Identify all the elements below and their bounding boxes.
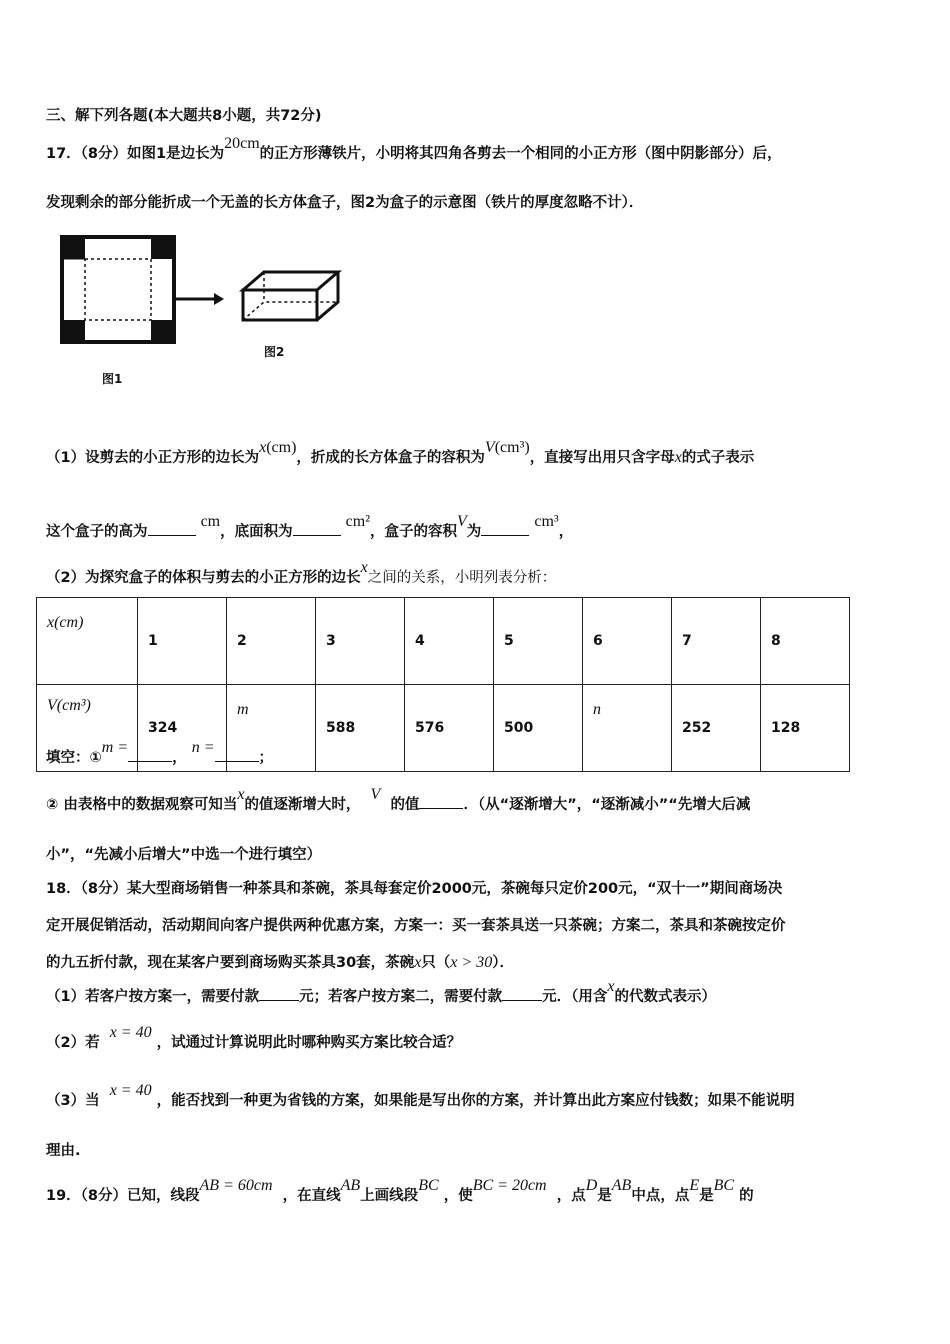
q17-line1: 17．（8分）如图1是边长为20cm的正方形薄铁片，小明将其四角各剪去一个相同的小正方形（图中阴影部分）后， bbox=[46, 135, 782, 162]
q18-line3: 的九五折付款，现在某客户要到商场购买茶具30套，茶碗x只（x > 30）． bbox=[46, 954, 514, 971]
blank-base-area[interactable] bbox=[293, 535, 341, 536]
table-cell: 588 bbox=[316, 685, 405, 772]
table-cell-m: m bbox=[227, 685, 316, 772]
q18-part2: （2）若 x = 40 ，试通过计算说明此时哪种购买方案比较合适？ bbox=[46, 1024, 462, 1051]
table-cell-n: n bbox=[583, 685, 672, 772]
q17-line2: 发现剩余的部分能折成一个无盖的长方体盒子，图2为盒子的示意图（铁片的厚度忽略不计）． bbox=[46, 195, 644, 211]
blank-n[interactable] bbox=[215, 761, 259, 762]
blank-m[interactable] bbox=[128, 761, 172, 762]
row-head-v: V(cm³) bbox=[37, 685, 138, 772]
table-cell: 324 bbox=[138, 685, 227, 772]
blank-plan2[interactable] bbox=[502, 1000, 542, 1001]
table-cell: 252 bbox=[672, 685, 761, 772]
table-cell: 576 bbox=[405, 685, 494, 772]
figures-svg bbox=[56, 232, 356, 392]
table-cell: 3 bbox=[316, 598, 405, 685]
arrow-icon bbox=[176, 293, 224, 305]
figure2-label: 图2 bbox=[264, 345, 285, 359]
section-heading: 三、解下列各题(本大题共8小题，共72分) bbox=[46, 108, 322, 124]
blank-height[interactable] bbox=[148, 535, 196, 536]
q18-part1: （1）若客户按方案一，需要付款 元；若客户按方案二，需要付款 元．（用含x的代数式表示） bbox=[46, 978, 716, 1005]
row-head-x: x(cm) bbox=[37, 598, 138, 685]
q17-part2-intro: （2）为探究盒子的体积与剪去的小正方形的边长x之间的关系，小明列表分析： bbox=[46, 559, 557, 586]
table-cell: 4 bbox=[405, 598, 494, 685]
q17-part1-line1: （1）设剪去的小正方形的边长为x(cm)，折成的长方体盒子的容积为V(cm³)，直接写出用只含字母x的式子表示 bbox=[46, 439, 755, 466]
q17-part1-line2: 这个盒子的高为 cm，底面积为 cm²，盒子的容积V为 cm³， bbox=[46, 513, 574, 540]
figure1-square bbox=[62, 237, 174, 342]
table-cell: 500 bbox=[494, 685, 583, 772]
table-cell: 7 bbox=[672, 598, 761, 685]
figure2-box bbox=[243, 272, 338, 320]
q18-line2: 定开展促销活动，活动期间向客户提供两种优惠方案，方案一：买一套茶具送一只茶碗；方案二，茶具和茶碗按定价 bbox=[46, 918, 786, 934]
table-cell: 2 bbox=[227, 598, 316, 685]
q18-part3-line1: （3）当 x = 40 ，能否找到一种更为省钱的方案，如果能是写出你的方案，并计算出此方案应付钱数；如果不能说明 bbox=[46, 1082, 795, 1109]
blank-volume[interactable] bbox=[481, 535, 529, 536]
figure1-label: 图1 bbox=[102, 372, 123, 386]
q19-line1: 19．（8分）已知，线段AB = 60cm ，在直线AB上画线段BC ，使BC = 20cm ，点D是AB中点，点E是BC 的 bbox=[46, 1177, 754, 1204]
table-cell: 6 bbox=[583, 598, 672, 685]
q17-fill-line: 填空：①m =， n =； bbox=[46, 739, 273, 766]
table-cell: 8 bbox=[761, 598, 850, 685]
blank-trend[interactable] bbox=[419, 808, 463, 809]
table-row bbox=[37, 598, 850, 685]
table-cell: 128 bbox=[761, 685, 850, 772]
math-20cm: 20cm bbox=[224, 135, 260, 152]
q18-line1: 18．（8分）某大型商场销售一种茶具和茶碗，茶具每套定价2000元，茶碗每只定价200元，“双十一”期间商场决 bbox=[46, 881, 783, 897]
blank-plan1[interactable] bbox=[259, 1000, 299, 1001]
table-cell: 5 bbox=[494, 598, 583, 685]
q17-trend-line1: ② 由表格中的数据观察可知当x的值逐渐增大时， V 的值 ．（从“逐渐增大”，“逐渐减小”“先增大后减 bbox=[46, 786, 751, 813]
table-cell: 1 bbox=[138, 598, 227, 685]
q17-trend-line2: 小”，“先减小后增大”中选一个进行填空） bbox=[46, 847, 322, 863]
q18-part3-line2: 理由. bbox=[46, 1143, 81, 1159]
